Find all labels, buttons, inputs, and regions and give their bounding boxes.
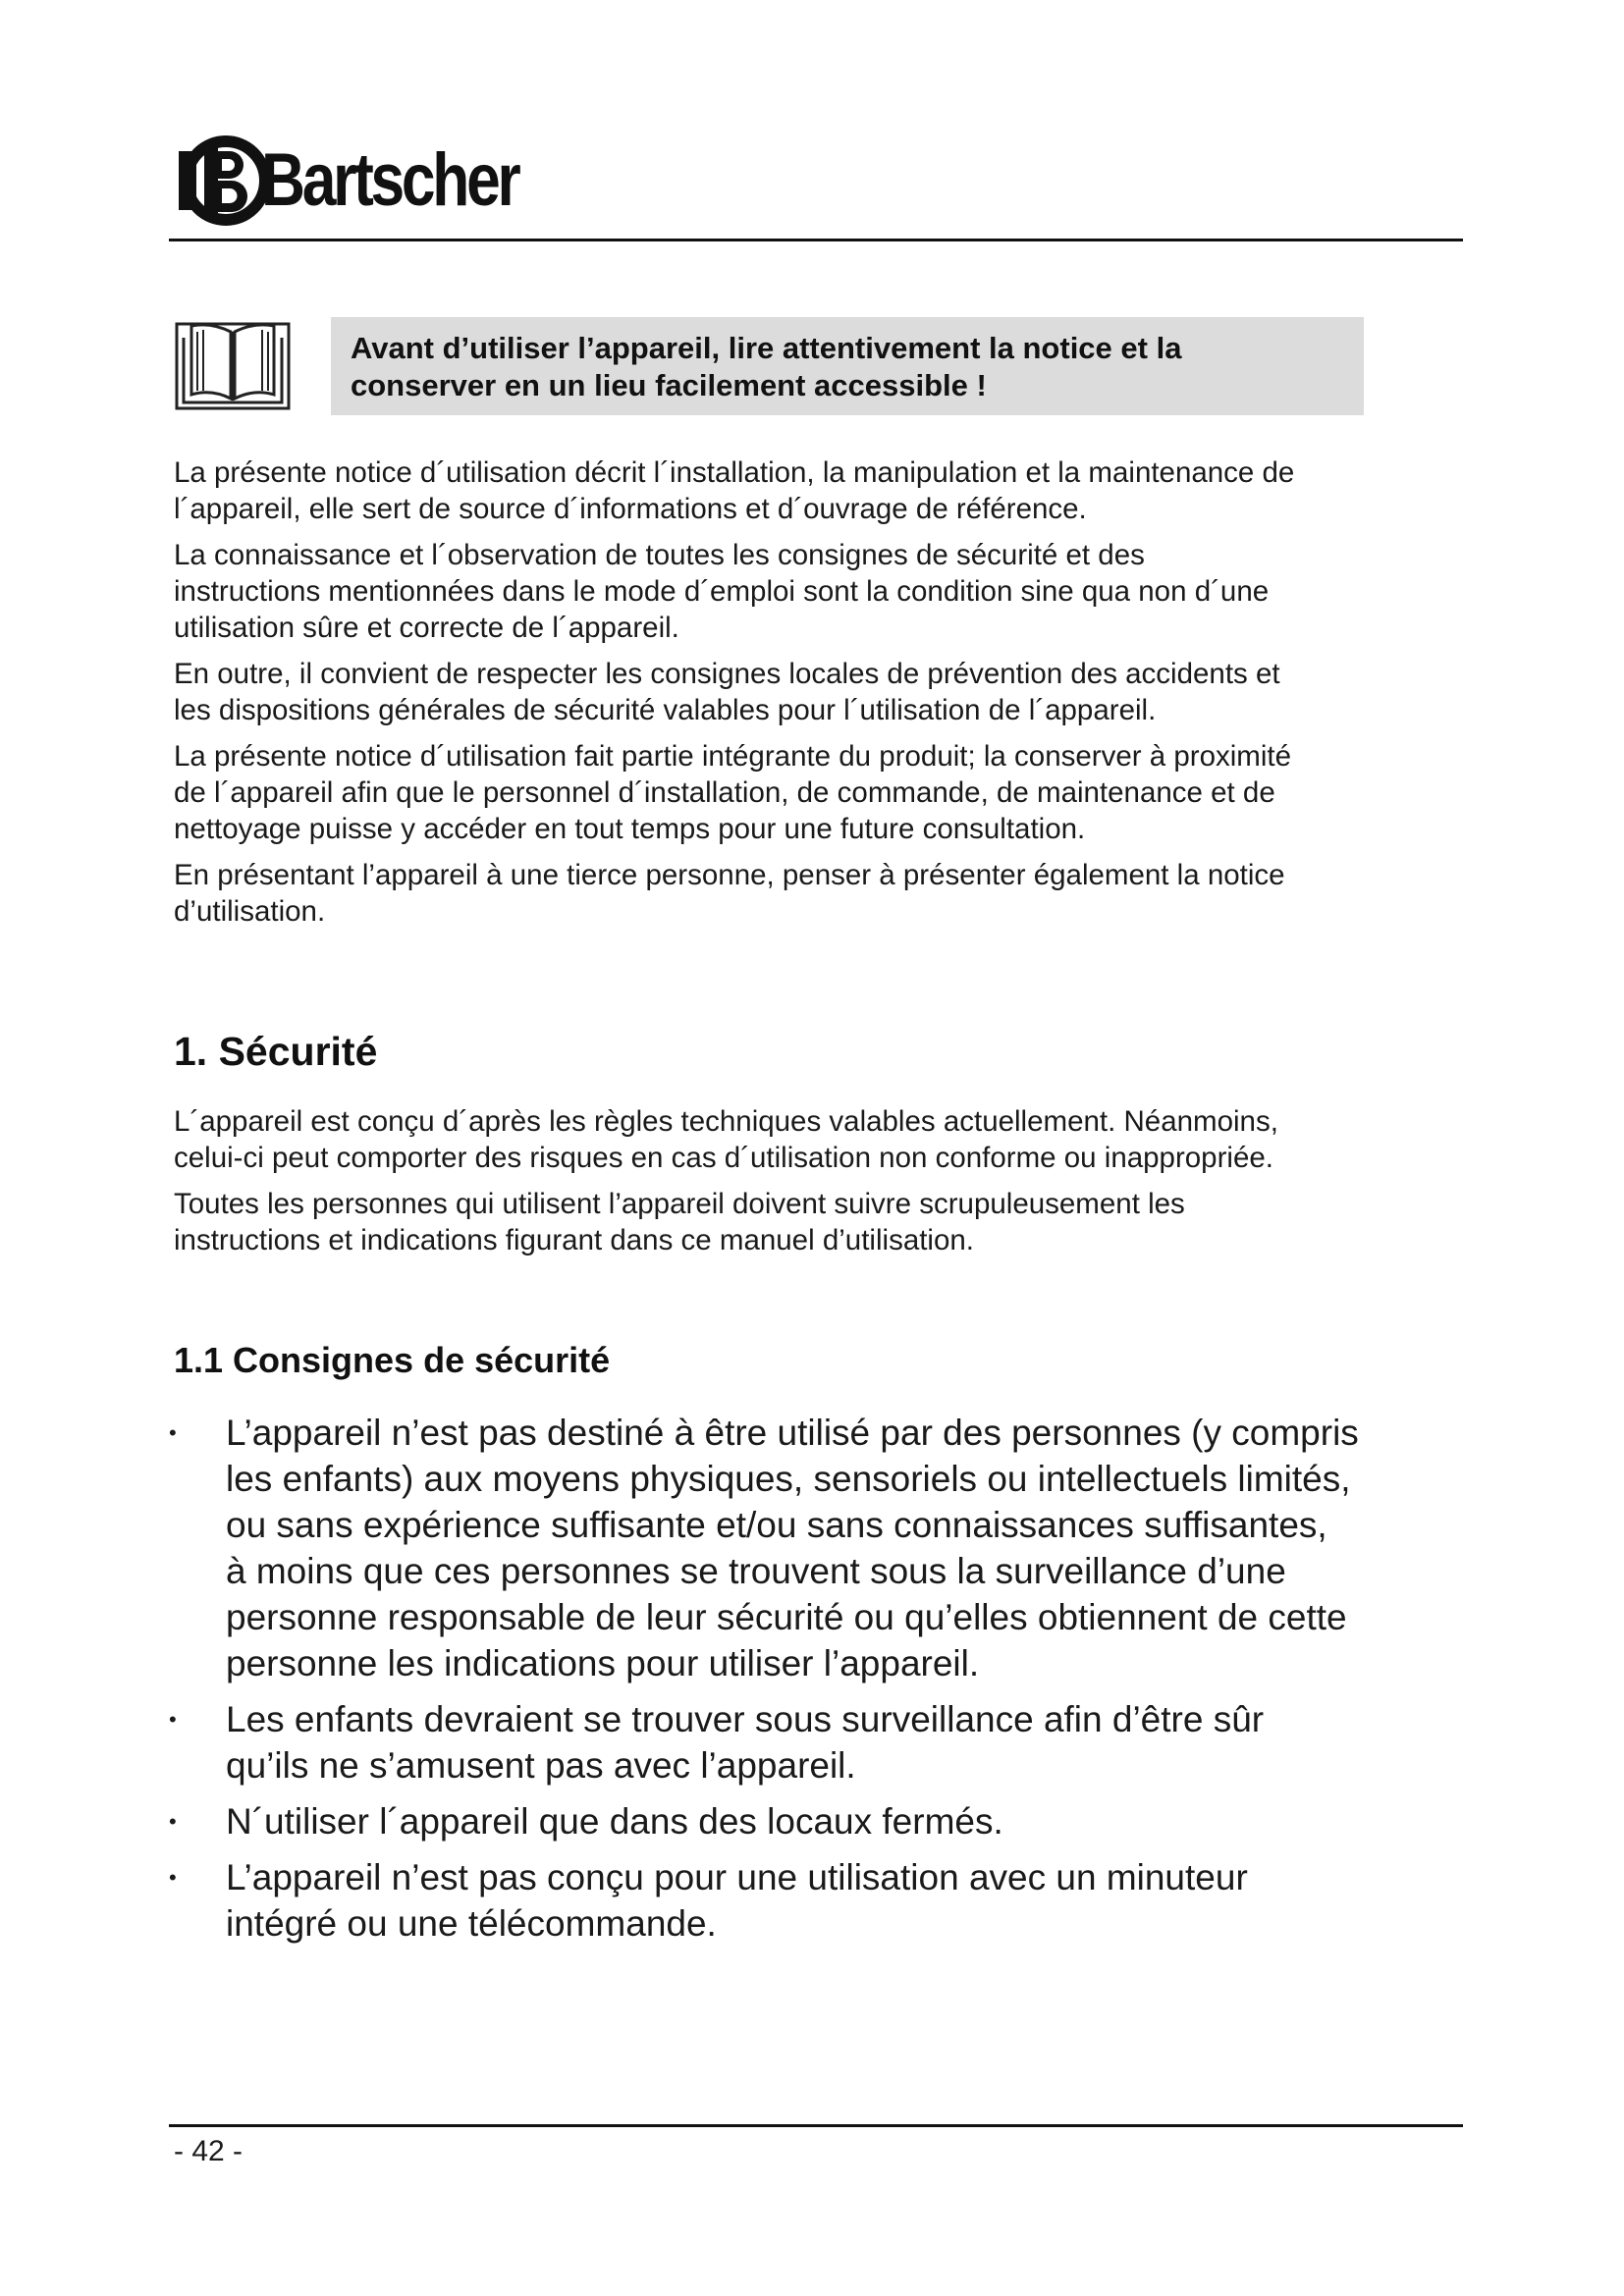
section-paragraph: L´appareil est conçu d´après les règles techniques valables actuellement. Néanmoins, celui-ci peut comporter des risques en cas d´utilisation non conforme ou inappropriée.	[174, 1105, 1278, 1174]
section-securite-body	[174, 1103, 1470, 1268]
list-item-text: L’appareil n’est pas conçu pour une utilisation avec un minuteur intégré ou une télécommande.	[226, 1857, 1248, 1944]
list-item	[167, 1798, 1502, 1844]
list-item-text: Les enfants devraient se trouver sous surveillance afin d’être sûr qu’ils ne s’amusent pas avec l’appareil.	[226, 1699, 1265, 1786]
bullet-icon: •	[169, 1865, 177, 1890]
brand-name: Bartscher	[261, 138, 518, 222]
safety-bullet-list	[167, 1410, 1502, 1956]
subsection-heading-consignes: 1.1 Consignes de sécurité	[174, 1340, 611, 1380]
list-item	[167, 1410, 1502, 1686]
read-manual-notice	[331, 317, 1364, 415]
page-number: - 42 -	[174, 2135, 244, 2167]
intro-paragraph: La connaissance et l´observation de toutes les consignes de sécurité et des instructions mentionnées dans le mode d´emploi sont la condition sine qua non d´une utilisation sûre et correcte de l´appareil.	[174, 539, 1270, 644]
section-heading-securite: 1. Sécurité	[174, 1029, 378, 1074]
brand-logo	[177, 130, 574, 232]
list-item	[167, 1696, 1502, 1789]
intro-paragraph: La présente notice d´utilisation fait partie intégrante du produit; la conserver à proximité de l´appareil afin que le personnel d´installation, de commande, de maintenance et de nettoyage puisse y accéder en tout temps pour une future consultation.	[174, 740, 1292, 845]
section-paragraph: Toutes les personnes qui utilisent l’appareil doivent suivre scrupuleusement les instructions et indications figurant dans ce manuel d’utilisation.	[174, 1188, 1185, 1256]
notice-text: Avant d’utiliser l’appareil, lire attentivement la notice et la conserver en un lieu facilement accessible !	[351, 331, 1182, 402]
bartscher-b-logo-icon	[177, 130, 267, 232]
intro-paragraph: La présente notice d´utilisation décrit l´installation, la manipulation et la maintenance de l´appareil, elle sert de source d´informations et d´ouvrage de référence.	[174, 456, 1295, 525]
bullet-icon: •	[169, 1809, 177, 1834]
intro-paragraph: En outre, il convient de respecter les consignes locales de prévention des accidents et les dispositions générales de sécurité valables pour l´utilisation de l´appareil.	[174, 658, 1280, 726]
bullet-icon: •	[169, 1707, 177, 1732]
bullet-icon: •	[169, 1420, 177, 1445]
list-item-text: N´utiliser l´appareil que dans des locaux fermés.	[226, 1801, 1003, 1842]
list-item	[167, 1854, 1502, 1947]
intro-paragraph: En présentant l’appareil à une tierce personne, penser à présenter également la notice d’utilisation.	[174, 859, 1285, 928]
footer-divider	[169, 2124, 1463, 2127]
header-divider	[169, 239, 1463, 241]
list-item-text: L’appareil n’est pas destiné à être utilisé par des personnes (y compris les enfants) aux moyens physiques, sensoriels ou intellectuels limités, ou sans expérience suffisante et/ou sans connaissances suffisantes, à moins que ces personnes se trouvent sous la surveillance d’une personne responsable de leur sécurité ou qu’elles obtiennent de cette personne les indications pour utiliser l’appareil.	[226, 1413, 1359, 1683]
book-icon	[174, 316, 292, 414]
intro-section	[174, 454, 1470, 939]
